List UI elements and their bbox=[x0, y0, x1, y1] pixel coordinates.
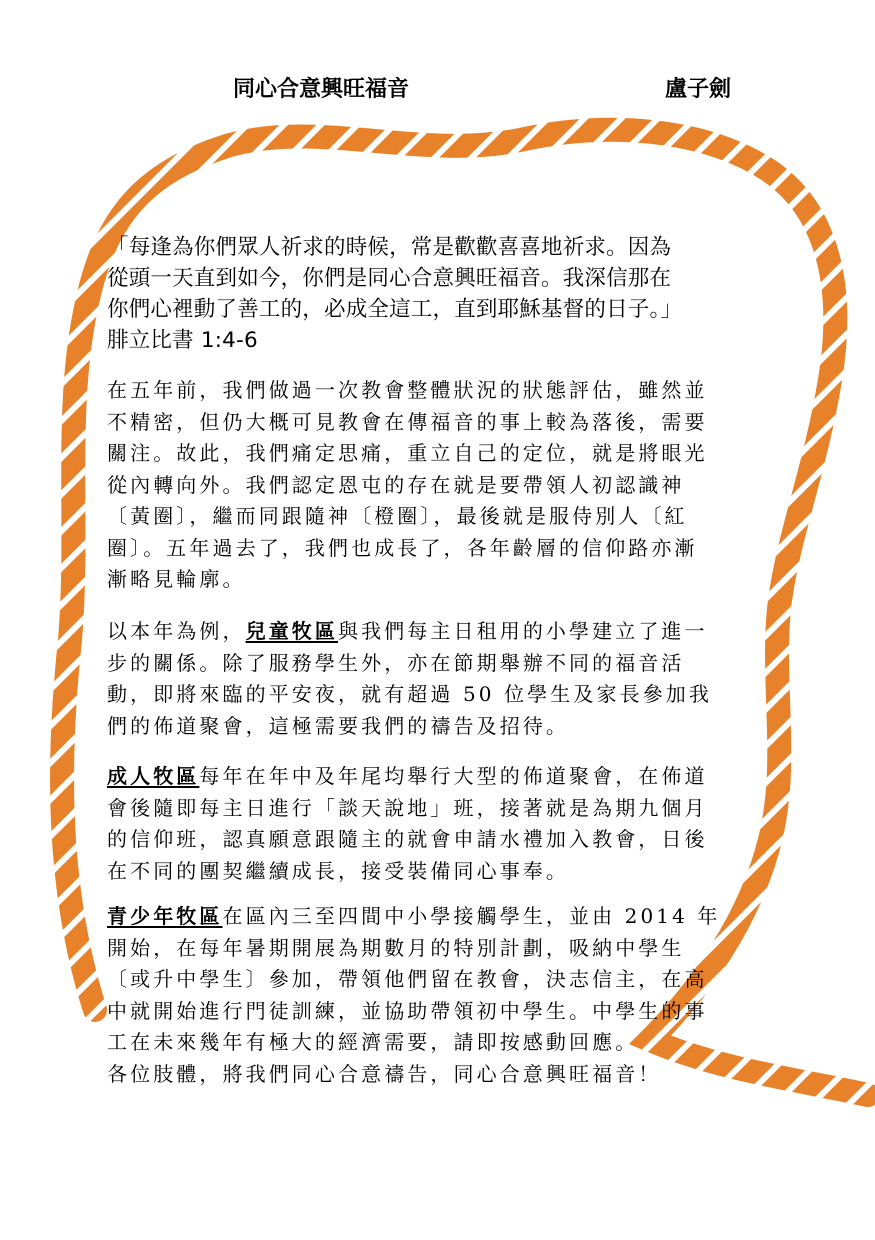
paragraph-line bbox=[107, 616, 755, 648]
closing-line: 各位肢體，將我們同心合意禱告，同心合意興旺福音！ bbox=[107, 1061, 662, 1086]
paragraph-youth-ministry bbox=[107, 901, 755, 1090]
paragraph-line: 在五年前，我們做過一次教會整體狀況的狀態評估，雖然並 bbox=[107, 378, 708, 402]
adult-ministry-label: 成人牧區 bbox=[107, 764, 200, 788]
paragraph-evaluation bbox=[107, 375, 755, 596]
paragraph-adult-ministry bbox=[107, 761, 755, 887]
paragraph-line: 中就開始進行門徒訓練，並協助帶領初中學生。中學生的事 bbox=[107, 998, 708, 1023]
author-name: 盧子劍 bbox=[665, 76, 732, 102]
scripture-quote bbox=[107, 232, 767, 356]
paragraph-line: 〔黃圈〕，繼而同跟隨神〔橙圈〕，最後就是服侍別人〔紅 bbox=[107, 504, 688, 528]
paragraph-line: 圈〕。五年過去了，我們也成長了，各年齡層的信仰路亦漸 bbox=[107, 535, 698, 560]
paragraph-line: 的信仰班，認真願意跟隨主的就會申請水禮加入教會，日後 bbox=[107, 827, 708, 851]
paragraph-line bbox=[107, 901, 755, 933]
page-title: 同心合意興旺福音 bbox=[233, 76, 410, 102]
children-ministry-label: 兒童牧區 bbox=[245, 619, 339, 643]
paragraph-line: 不精密，但仍大概可見教會在傳福音的事上較為落後，需要 bbox=[107, 409, 708, 434]
verse-line: 從頭一天直到如今，你們是同心合意興旺福音。我深信那在 bbox=[107, 266, 672, 291]
youth-ministry-label: 青少年牧區 bbox=[107, 904, 223, 928]
paragraph-line: 會後隨即每主日進行「談天說地」班，接著就是為期九個月 bbox=[107, 795, 708, 820]
verse-line: 你們心裡動了善工的，必成全這工，直到耶穌基督的日子。」 bbox=[107, 297, 683, 322]
paragraph-line bbox=[107, 761, 755, 793]
paragraph-line: 們的佈道聚會，這極需要我們的禱告及招待。 bbox=[107, 713, 569, 738]
verse-line: 「每逢為你們眾人祈求的時候，常是歡歡喜喜地祈求。因為 bbox=[107, 235, 672, 260]
verse-reference: 腓立比書 1:4-6 bbox=[107, 328, 258, 353]
paragraph-line: 從內轉向外。我們認定恩屯的存在就是要帶領人初認識神 bbox=[107, 472, 685, 497]
paragraph-text: 在區內三至四間中小學接觸學生，並由 2014 年 bbox=[222, 904, 721, 928]
paragraph-line: 關注。故此，我們痛定思痛，重立自己的定位，就是將眼光 bbox=[107, 441, 708, 465]
paragraph-line: 〔或升中學生〕參加，帶領他們留在教會，決志信主，在高 bbox=[107, 967, 708, 991]
paragraph-line: 在不同的團契繼續成長，接受裝備同心事奉。 bbox=[107, 858, 569, 883]
paragraph-line: 工在未來幾年有極大的經濟需要，請即按感動回應。 bbox=[107, 1030, 639, 1054]
paragraph-line: 開始，在每年暑期開展為期數月的特別計劃，吸納中學生 bbox=[107, 935, 685, 960]
paragraph-children-ministry bbox=[107, 616, 755, 742]
paragraph-line: 漸略見輪廓。 bbox=[107, 567, 246, 591]
paragraph-intro: 以本年為例， bbox=[107, 619, 246, 643]
paragraph-text: 每年在年中及年尾均舉行大型的佈道聚會，在佈道 bbox=[199, 764, 708, 788]
paragraph-line: 步的關係。除了服務學生外，亦在節期舉辦不同的福音活 bbox=[107, 650, 685, 675]
paragraph-text: 與我們每主日租用的小學建立了進一 bbox=[338, 619, 708, 643]
paragraph-line: 動，即將來臨的平安夜，就有超過 50 位學生及家長參加我 bbox=[107, 682, 712, 706]
